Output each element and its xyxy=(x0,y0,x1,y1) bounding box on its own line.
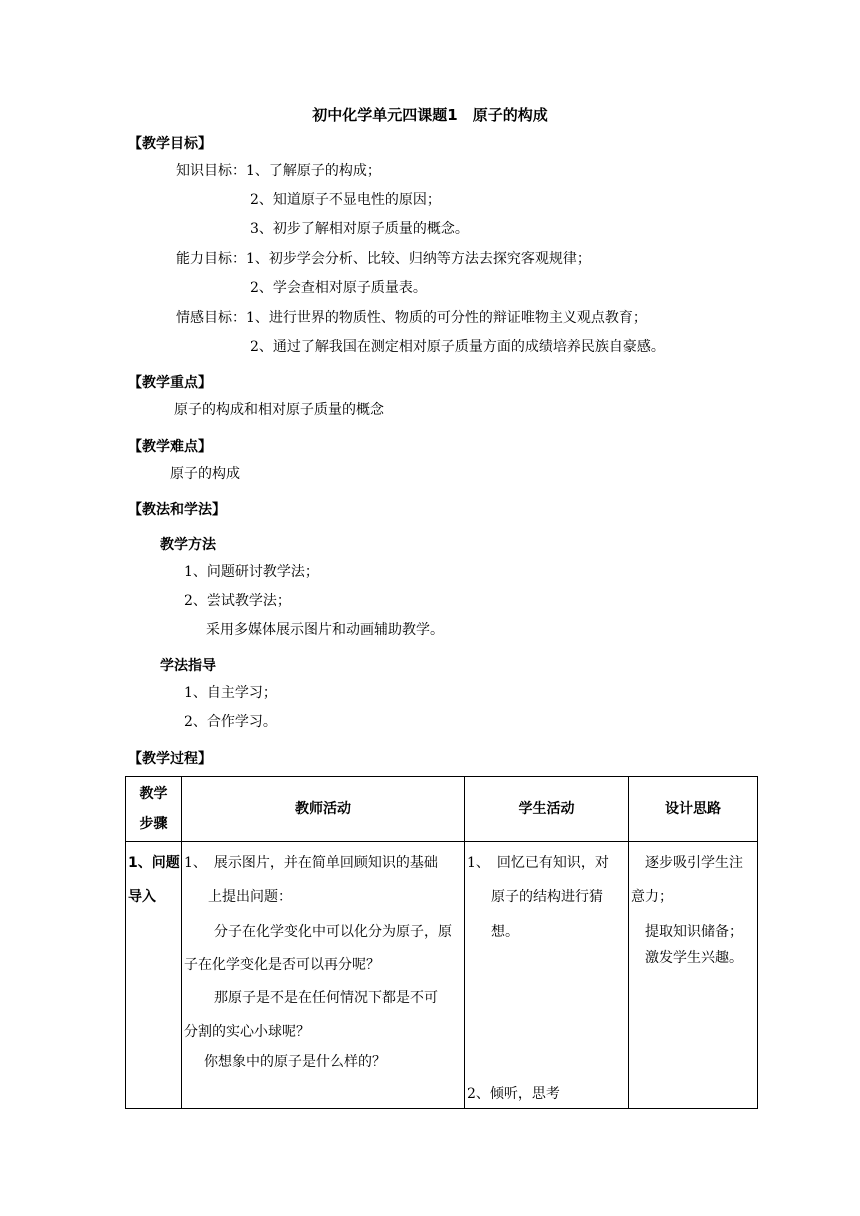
header-design-idea: 设计思路 xyxy=(629,777,758,842)
table-row xyxy=(126,842,758,1109)
teaching-method-item: 2、尝试教学法； xyxy=(184,593,291,609)
learning-methods-heading: 学法指导 xyxy=(160,658,216,674)
step-cell xyxy=(126,842,182,1109)
header-step xyxy=(126,777,182,842)
design-line: 提取知识储备； xyxy=(645,924,743,940)
teaching-method-item: 采用多媒体展示图片和动画辅助教学。 xyxy=(206,622,444,638)
objective-line: 2、通过了解我国在测定相对原子质量方面的成绩培养民族自豪感。 xyxy=(250,339,665,355)
design-line: 激发学生兴趣。 xyxy=(645,950,743,966)
objective-line: 能力目标：1、初步学会分析、比较、归纳等方法去探究客观规律； xyxy=(176,251,591,267)
teacher-line: 子在化学变化是否可以再分呢？ xyxy=(184,957,380,973)
objective-line: 2、知道原子不显电性的原因； xyxy=(250,192,441,208)
learning-method-item: 2、合作学习。 xyxy=(184,714,277,730)
methods-heading: 【教法和学法】 xyxy=(128,502,226,518)
objective-line: 知识目标：1、了解原子的构成； xyxy=(176,163,381,179)
difficulties-heading: 【教学难点】 xyxy=(128,439,212,455)
objectives-heading: 【教学目标】 xyxy=(128,136,212,152)
objective-line: 情感目标：1、进行世界的物质性、物质的可分性的辩证唯物主义观点教育； xyxy=(176,310,647,326)
objective-line: 2、学会查相对原子质量表。 xyxy=(250,280,427,296)
student-line: 1、 回忆已有知识，对 xyxy=(467,855,609,871)
design-line: 逐步吸引学生注 xyxy=(645,855,743,871)
step-label: 导入 xyxy=(128,889,156,905)
teacher-line: 1、 展示图片，并在简单回顾知识的基础 xyxy=(184,855,438,871)
teacher-line: 上提出问题： xyxy=(208,889,292,905)
design-idea-cell xyxy=(629,842,758,1109)
teacher-activity-cell xyxy=(182,842,465,1109)
student-line: 2、倾听，思考 xyxy=(467,1086,560,1102)
teacher-line: 分子在化学变化中可以化分为原子，原 xyxy=(214,924,452,940)
teaching-methods-heading: 教学方法 xyxy=(160,537,216,553)
teacher-line: 那原子是不是在任何情况下都是不可 xyxy=(214,990,438,1006)
difficulties-text: 原子的构成 xyxy=(170,466,240,482)
process-table xyxy=(125,776,758,1109)
objective-line: 3、初步了解相对原子质量的概念。 xyxy=(250,221,469,237)
step-label: 1、问题 xyxy=(128,855,180,871)
student-line: 原子的结构进行猜 xyxy=(491,889,603,905)
student-line: 想。 xyxy=(491,924,519,940)
teacher-line: 你想象中的原子是什么样的？ xyxy=(204,1054,386,1070)
page-title: 初中化学单元四课题1 原子的构成 xyxy=(312,106,548,124)
header-step-line: 步骤 xyxy=(139,816,168,832)
learning-method-item: 1、自主学习； xyxy=(184,685,277,701)
key-points-heading: 【教学重点】 xyxy=(128,375,212,391)
teaching-method-item: 1、问题研讨教学法； xyxy=(184,564,319,580)
key-points-text: 原子的构成和相对原子质量的概念 xyxy=(174,402,384,418)
table-header-row xyxy=(126,777,758,842)
student-activity-cell xyxy=(465,842,629,1109)
header-step-line: 教学 xyxy=(139,786,168,802)
teacher-line: 分割的实心小球呢？ xyxy=(184,1024,310,1040)
header-teacher-activity: 教师活动 xyxy=(182,777,465,842)
header-student-activity: 学生活动 xyxy=(465,777,629,842)
design-line: 意力； xyxy=(631,889,673,905)
process-heading: 【教学过程】 xyxy=(128,751,212,767)
